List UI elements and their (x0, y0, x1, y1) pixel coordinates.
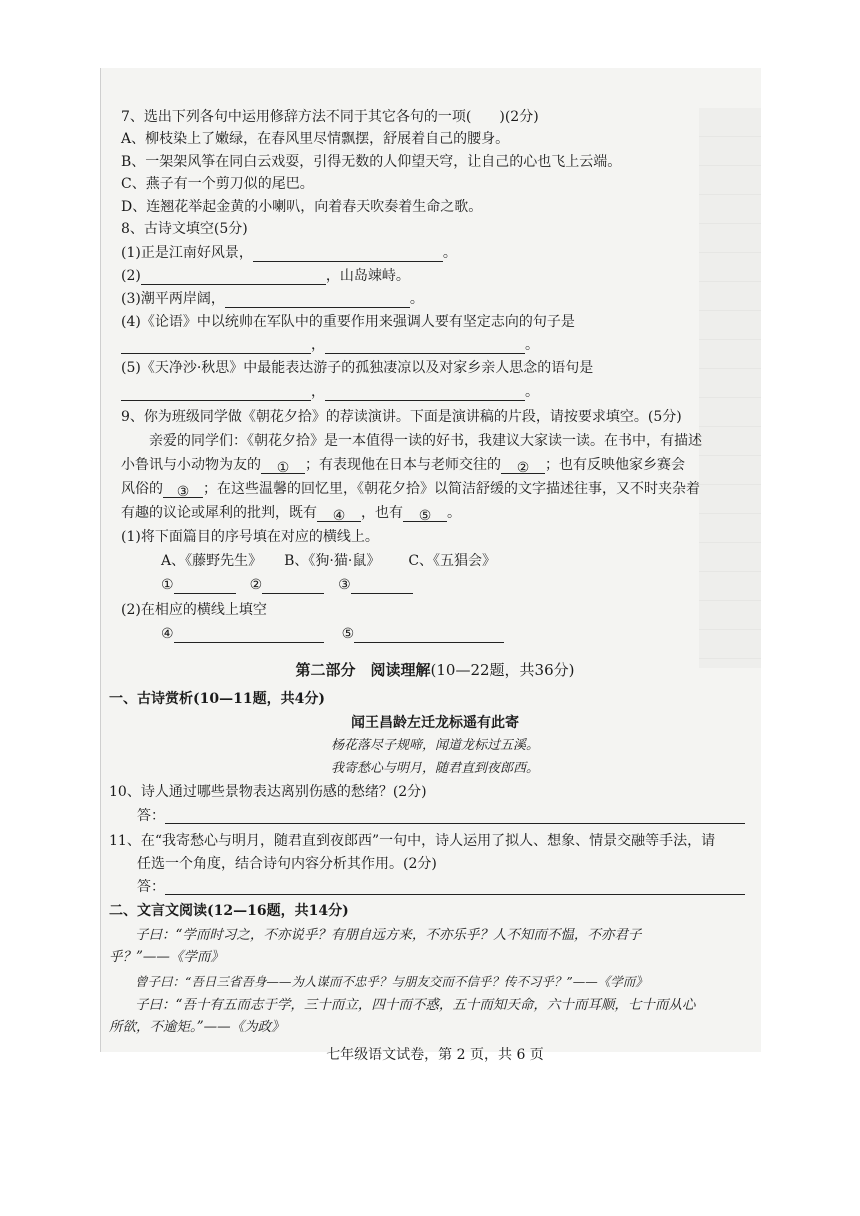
q8-item-2-text: (2) (121, 268, 141, 284)
answer-blank-1[interactable] (174, 579, 236, 594)
q11-answer-label: 答： (137, 879, 165, 895)
part-2-title (121, 661, 749, 679)
blank-3[interactable]: ③ (163, 483, 203, 498)
text: 风俗的 (121, 481, 163, 497)
heading: 二、文言文阅读 (109, 903, 207, 919)
text: ；也有反映他家乡赛会 (545, 457, 685, 473)
poem-line-1: 杨花落尽子规啼，闻道龙标过五溪。 (330, 738, 539, 753)
answer-blank-3[interactable] (351, 579, 413, 594)
answer-blank[interactable] (225, 293, 410, 308)
text: ；有表现他在日本与老师交往的 (305, 457, 501, 473)
text: ，也有 (361, 505, 403, 521)
q8-item-1 (121, 244, 457, 262)
q10-stem: 10、诗人通过哪些景物表达离别伤感的愁绪？(2分) (109, 784, 427, 800)
q9-para-line-3 (121, 480, 700, 498)
label: ③ (338, 577, 351, 593)
q7-option-a: A、柳枝染上了嫩绿，在春风里尽情飘摆，舒展着自己的腰身。 (121, 131, 510, 147)
q7-option-d: D、连翘花举起金黄的小喇叭，向着春天吹奏着生命之歌。 (121, 199, 483, 215)
answer-blank-2[interactable] (262, 579, 324, 594)
poem-title: 闻王昌龄左迁龙标遥有此寄 (351, 715, 519, 731)
range: (10—11题，共4分) (193, 691, 325, 707)
q8-item-3-text: (3)潮平两岸阔， (121, 291, 225, 307)
punct: 。 (525, 384, 539, 400)
q7-stem: 7、选出下列各句中运用修辞方法不同于其它各句的一项( )(2分) (121, 109, 539, 125)
q9-sub-1: (1)将下面篇目的序号填在对应的横线上。 (121, 529, 379, 545)
answer-blank[interactable] (325, 386, 525, 401)
classical-text-3-cont: 所欲，不逾矩。”——《为政》 (109, 1019, 285, 1035)
label: ⑤ (341, 626, 355, 642)
q11-answer-line[interactable] (165, 894, 745, 895)
q9-options (161, 552, 496, 570)
q9-sub-2-blanks (161, 625, 504, 643)
q9-para-line-1: 亲爱的同学们：《朝花夕拾》是一本值得一读的好书，我建议大家读一读。在书中，有描述 (149, 433, 702, 449)
q11-stem-1: 11、在“我寄愁心与明月，随君直到夜郎西”一句中，诗人运用了拟人、想象、情景交融等手法，请 (109, 833, 716, 849)
classical-text-2: 曾子曰：“吾日三省吾身——为人谋而不忠乎？与朋友交而不信乎？传不习乎？”——《学而》 (135, 974, 648, 989)
q8-item-4: (4)《论语》中以统帅在军队中的重要作用来强调人要有坚定志向的句子是 (121, 314, 575, 330)
blank-5[interactable]: ⑤ (403, 507, 447, 522)
heading: 一、古诗赏析 (109, 691, 193, 707)
section-1-heading (109, 690, 325, 708)
label: ④ (161, 626, 174, 642)
text: 有趣的议论或犀利的批判，既有 (121, 505, 317, 521)
q8-stem: 8、古诗文填空(5分) (121, 221, 248, 237)
q8-item-5: (5)《天净沙·秋思》中最能表达游子的孤独凄凉以及对家乡亲人思念的语句是 (121, 360, 594, 376)
answer-blank-5[interactable] (354, 628, 504, 643)
q9-para-line-2 (121, 456, 685, 474)
answer-blank[interactable] (253, 247, 443, 262)
answer-blank[interactable] (121, 339, 311, 354)
q8-item-3 (121, 290, 424, 308)
option-a: A、《藤野先生》 (161, 553, 263, 569)
answer-blank-4[interactable] (174, 628, 324, 643)
poem-line-2: 我寄愁心与明月，随君直到夜郎西。 (330, 761, 539, 776)
classical-text-1-cont: 乎？”——《学而》 (109, 949, 224, 965)
punct: 。 (409, 291, 424, 307)
punct: ， (311, 337, 325, 353)
bleed-through-shadow (699, 108, 761, 668)
text: 。 (447, 505, 461, 521)
answer-blank[interactable] (141, 270, 326, 285)
label: ① (161, 577, 174, 593)
punct: ， (311, 384, 325, 400)
classical-text-3: 子曰：“吾十有五而志于学，三十而立，四十而不惑，五十而知天命，六十而耳顺，七十而从心 (135, 997, 696, 1013)
q9-sub-2: (2)在相应的横线上填空 (121, 602, 267, 618)
part-2-heading: 第二部分 阅读理解 (295, 661, 431, 679)
q9-para-line-4 (121, 504, 461, 522)
q8-item-2 (121, 267, 410, 285)
part-2-range: (10—22题，共36分) (430, 661, 575, 679)
q7-option-c: C、燕子有一个剪刀似的尾巴。 (121, 176, 314, 192)
blank-4[interactable]: ④ (317, 507, 361, 522)
text: ；在这些温馨的回忆里，《朝花夕拾》以简洁舒缓的文字描述往事，又不时夹杂着 (203, 481, 700, 497)
text: 小鲁讯与小动物为友的 (121, 457, 261, 473)
answer-blank[interactable] (325, 339, 525, 354)
section-2-heading (109, 902, 349, 920)
q10-answer-line[interactable] (165, 823, 745, 824)
q7-option-b: B、一架架风筝在同白云戏耍，引得无数的人仰望天穹，让自己的心也飞上云端。 (121, 154, 622, 170)
q9-stem: 9、你为班级同学做《朝花夕拾》的荐读演讲。下面是演讲稿的片段，请按要求填空。(5分) (121, 409, 682, 425)
classical-text-1: 子曰：“学而时习之，不亦说乎？有朋自远方来，不亦乐乎？人不知而不愠，不亦君子 (135, 927, 642, 943)
q8-item-1-text: (1)正是江南好风景， (121, 245, 253, 261)
q11-stem-2: 任选一个角度，结合诗句内容分析其作用。(2分) (137, 856, 437, 872)
blank-1[interactable]: ① (261, 459, 305, 474)
option-b: B、《狗·猫·鼠》 (284, 553, 381, 569)
option-c: C、《五猖会》 (408, 553, 497, 569)
q8-item-2-tail: ，山岛竦峙。 (325, 268, 410, 284)
q8-item-5-blanks (121, 383, 539, 401)
label: ② (249, 577, 263, 593)
punct: 。 (525, 337, 539, 353)
q8-item-4-blanks (121, 336, 539, 354)
q9-sub-1-blanks (161, 576, 413, 594)
range: (12—16题，共14分) (207, 903, 349, 919)
exam-page (100, 68, 761, 1063)
q10-answer-label: 答： (137, 808, 165, 824)
blank-2[interactable]: ② (501, 459, 545, 474)
answer-blank[interactable] (121, 386, 311, 401)
punct: 。 (442, 245, 457, 261)
page-footer: 七年级语文试卷，第 2 页，共 6 页 (326, 1047, 544, 1063)
